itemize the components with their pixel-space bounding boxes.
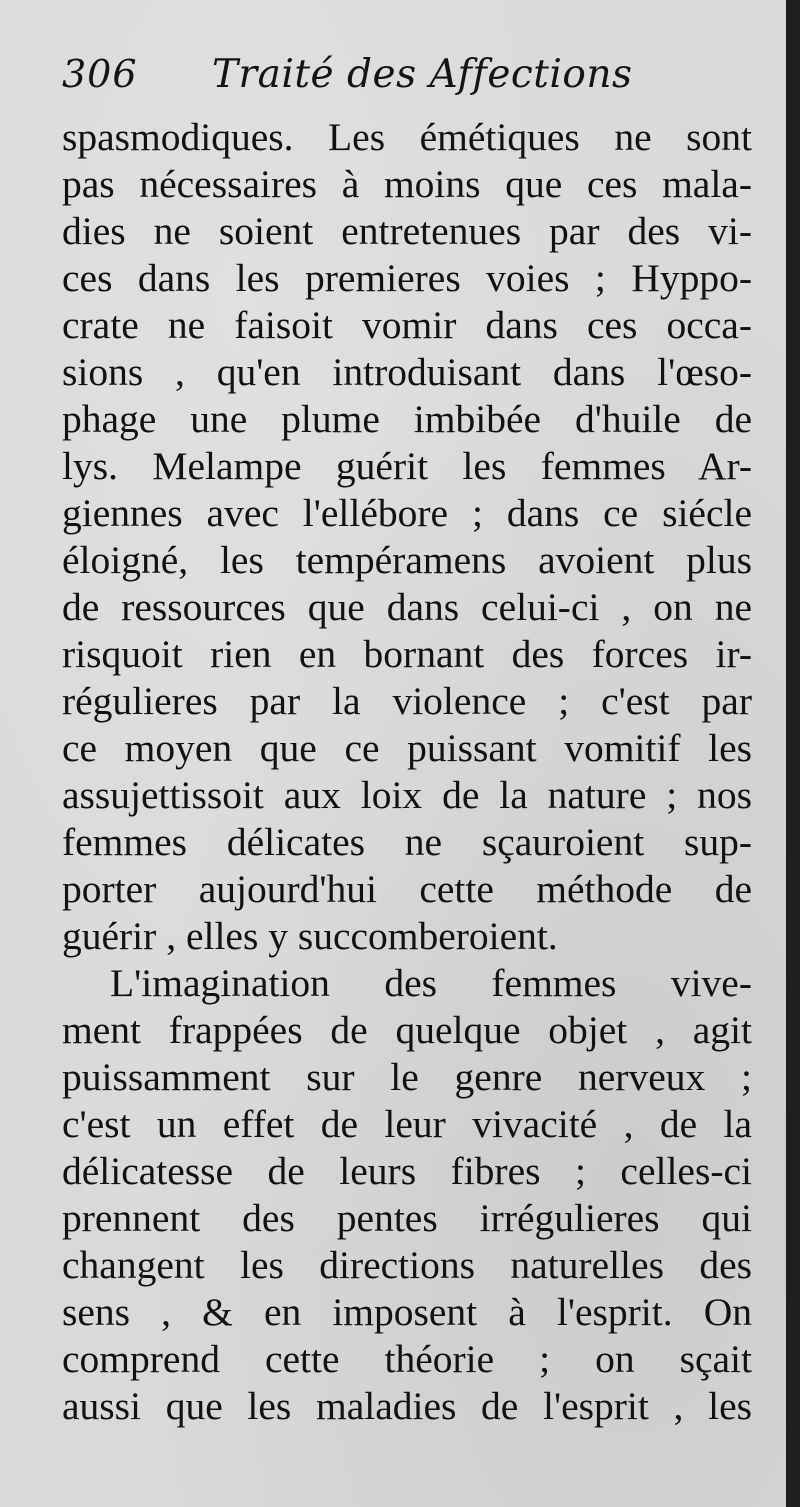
- text-line: de ressources que dans celui-ci , on ne: [62, 585, 752, 629]
- text-line: aussi que les maladies de l'esprit , les: [62, 1384, 752, 1428]
- text-line: femmes délicates ne sçauroient sup-: [62, 820, 752, 864]
- text-line: comprend cette théorie ; on sçait: [62, 1337, 752, 1381]
- text-line: giennes avec l'ellébore ; dans ce siécle: [62, 491, 752, 535]
- text-line: L'imagination des femmes vive-: [110, 961, 752, 1005]
- page-number: 306: [62, 52, 138, 96]
- text-line: éloigné, les tempéramens avoient plus: [62, 538, 752, 582]
- text-line: dies ne soient entretenues par des vi-: [62, 209, 752, 253]
- text-line: prennent des pentes irrégulieres qui: [62, 1196, 752, 1240]
- text-line: guérir , elles y succomberoient.: [62, 914, 558, 958]
- text-line: phage une plume imbibée d'huile de: [62, 397, 752, 441]
- text-line: pas nécessaires à moins que ces mala-: [62, 162, 752, 206]
- text-line: risquoit rien en bornant des forces ir-: [62, 632, 752, 676]
- body-text: [62, 114, 752, 1430]
- text-line: changent les directions naturelles des: [62, 1243, 752, 1287]
- running-title: Traité des Affections: [212, 52, 633, 97]
- text-line: lys. Melampe guérit les femmes Ar-: [62, 444, 752, 488]
- text-line: ment frappées de quelque objet , agit: [62, 1008, 752, 1052]
- text-line: puissamment sur le genre nerveux ;: [62, 1055, 752, 1099]
- text-line: sens , & en imposent à l'esprit. On: [62, 1290, 752, 1334]
- text-line: régulieres par la violence ; c'est par: [62, 679, 752, 723]
- text-line: délicatesse de leurs fibres ; celles-ci: [62, 1149, 752, 1193]
- text-line: ces dans les premieres voies ; Hyppo-: [62, 256, 752, 300]
- text-line: sions , qu'en introduisant dans l'œso-: [62, 350, 752, 394]
- text-line: c'est un effet de leur vivacité , de la: [62, 1102, 752, 1146]
- text-line: crate ne faisoit vomir dans ces occa-: [62, 303, 752, 347]
- text-line: spasmodiques. Les émétiques ne sont: [62, 115, 752, 159]
- page-edge-shadow: [786, 0, 800, 1507]
- page-header: [62, 52, 633, 108]
- text-line: porter aujourd'hui cette méthode de: [62, 867, 752, 911]
- text-line: ce moyen que ce puissant vomitif les: [62, 726, 752, 770]
- text-line: assujettissoit aux loix de la nature ; nos: [62, 773, 752, 817]
